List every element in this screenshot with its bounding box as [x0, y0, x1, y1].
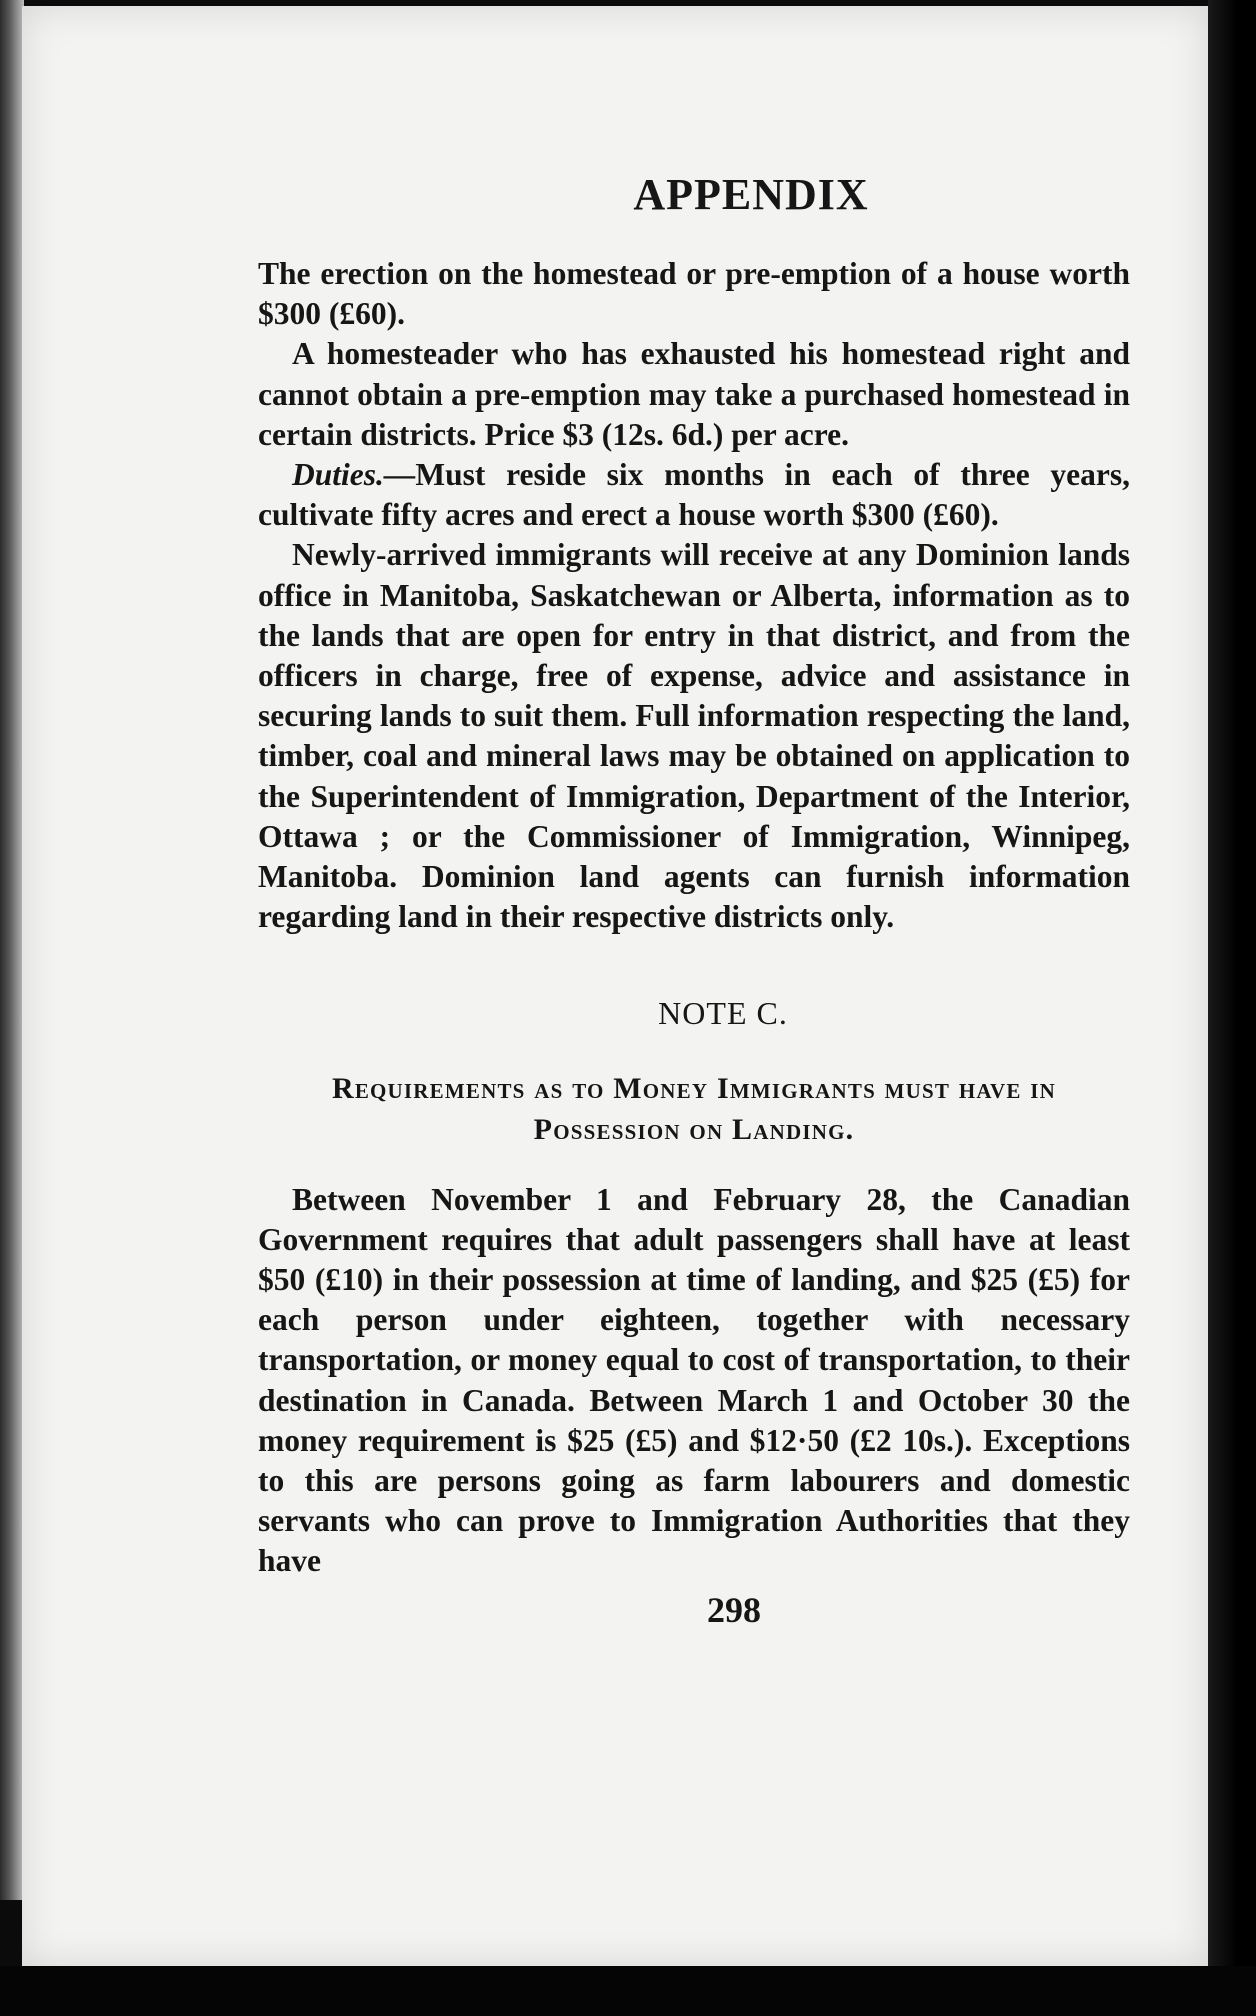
note-heading: NOTE C.	[658, 995, 788, 1032]
bottom-border	[0, 1966, 1256, 2016]
left-page-edge	[0, 0, 24, 1900]
paragraph-duties	[258, 455, 1130, 535]
page-number: 298	[707, 1589, 761, 1630]
paragraph-immigrant-information: Newly-arrived immigrants will receive at any Dominion lands office in Manitoba, Saskatchewan or Alberta, information as to the lands that are open for entry in that district, and from the officers in charge, free of expense, advice and assistance in securing lands to suit them. Full information respecting the land, timber, coal and mineral laws may be obtained on application to the Superintendent of Immigration, Department of the Interior, Ottawa ; or the Commissioner of Immigration, Winnipeg, Manitoba. Dominion land agents can furnish information regarding land in their respective districts only.	[258, 537, 1130, 935]
note-body: Between November 1 and February 28, the Canadian Government requires that adult passengers shall have at least $50 (£10) in their possession at time of landing, and $25 (£5) for each person under eighteen, together with necessary transportation, or money equal to cost of transportation, to their destination in Canada. Between March 1 and October 30 the money requirement is $25 (£5) and $12·50 (£2 10s.). Exceptions to this are persons going as farm labourers and domestic servants who can prove to Immigration Authorities that they have	[258, 1181, 1130, 1579]
note-subheading: Requirements as to Money Immigrants must have in Possession on Landing.	[331, 1071, 1057, 1146]
duties-label: Duties.—	[292, 457, 416, 493]
right-page-edge	[1208, 0, 1256, 2016]
page-header: APPENDIX	[633, 170, 869, 219]
paragraph-house-requirement: The erection on the homestead or pre-emption of a house worth $300 (£60).	[258, 256, 1130, 332]
duties-text: Must reside six months in each of three years, cultivate fifty acres and erect a house worth $300 (£60).	[258, 457, 1130, 533]
paragraph-purchased-homestead: A homesteader who has exhausted his homestead right and cannot obtain a pre-emption may take a purchased homestead in certain districts. Price $3 (12s. 6d.) per acre.	[258, 336, 1130, 452]
page-content	[258, 170, 1130, 1630]
